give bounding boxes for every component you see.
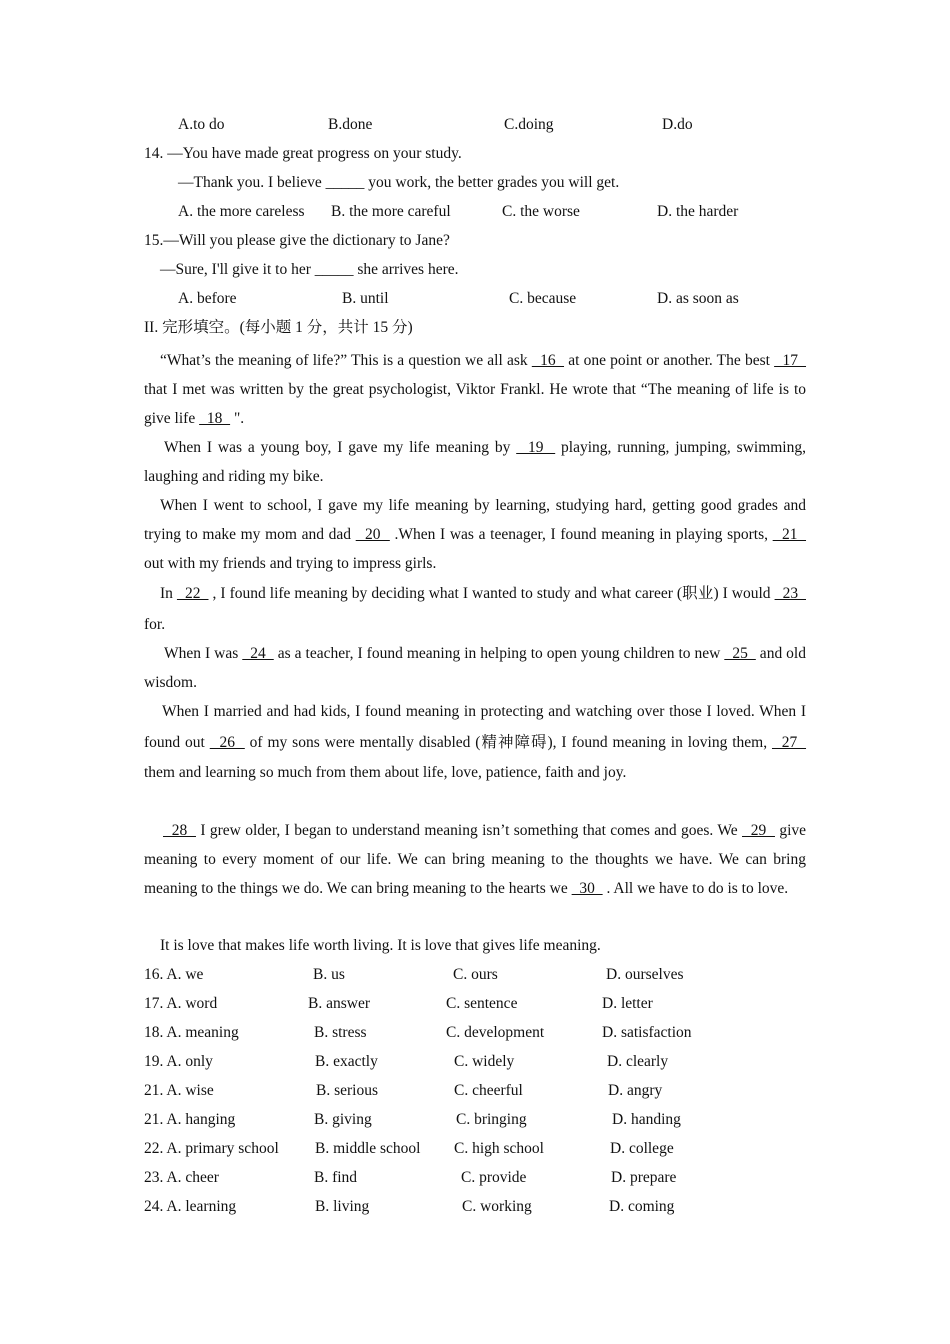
blank-24: 24 (242, 645, 274, 662)
option-a: 18. A. meaning (144, 1024, 239, 1041)
option-d: D. angry (608, 1082, 663, 1099)
passage-paragraph-5 (144, 639, 806, 697)
section-2-heading: II. 完形填空。(每小题 1 分，共计 15 分) (144, 319, 413, 336)
q14-options (144, 202, 806, 222)
passage-paragraph-7 (144, 816, 806, 903)
option-row-16 (144, 965, 806, 985)
passage-text: I grew older, I began to understand meaning isn’t something that comes and goes. We (195, 822, 742, 839)
option-b: B. us (313, 966, 345, 983)
option-b: B. exactly (315, 1053, 378, 1070)
blank-18: 18 (199, 410, 231, 427)
q14-option-c: C. the worse (502, 203, 580, 220)
option-row-17 (144, 994, 806, 1014)
option-a: 24. A. learning (144, 1198, 237, 1215)
option-b: B. find (314, 1169, 358, 1186)
option-c: C. bringing (456, 1111, 527, 1128)
option-c: C. provide (461, 1169, 527, 1186)
blank-30: 30 (571, 880, 603, 897)
option-d: D. college (610, 1140, 674, 1157)
passage-text: When I was a young boy, I gave my life meaning by (164, 439, 517, 456)
blank-20: 20 (355, 526, 390, 543)
q15-options (144, 289, 806, 309)
option-d: D. coming (609, 1198, 675, 1215)
passage-text: them and learning so much from them about life, love, patience, faith and joy. (144, 764, 627, 781)
option-row-23 (144, 1168, 806, 1188)
blank-16: 16 (531, 352, 565, 369)
q15-option-c: C. because (509, 290, 577, 307)
option-b: B. living (315, 1198, 370, 1215)
option-a: 21. A. wise (144, 1082, 214, 1099)
q14-reply: —Thank you. I believe _____ you work, the better grades you will get. (178, 174, 620, 191)
option-a: 17. A. word (144, 995, 218, 1012)
option-a: 21. A. hanging (144, 1111, 236, 1128)
q15-option-d: D. as soon as (657, 290, 739, 307)
q14-stem: 14. —You have made great progress on your study. (144, 145, 462, 162)
passage-text: out with my friends and trying to impress girls. (144, 555, 437, 572)
option-a: 19. A. only (144, 1053, 213, 1070)
passage-text: of my sons were mentally disabled (精神障碍), I found meaning in loving them, (244, 733, 772, 751)
passage-text: When I married and had kids, I found meaning in protecting and watching over those I loved. When I found out (144, 703, 806, 751)
option-d: D. prepare (611, 1169, 677, 1186)
passage-text: , I found life meaning by deciding what I wanted to study and what career (职业) I would (208, 585, 775, 602)
passage-text: ". (230, 410, 245, 427)
option-d: D. letter (602, 995, 653, 1012)
q13-option-b: B.done (328, 116, 373, 133)
passage-text: as a teacher, I found meaning in helping to open young children to new (273, 645, 725, 662)
passage-text: for. (144, 616, 166, 633)
option-c: C. high school (454, 1140, 544, 1157)
blank-29: 29 (742, 822, 775, 839)
blank-19: 19 (516, 439, 556, 456)
option-row-19 (144, 1052, 806, 1072)
passage-text: .When I was a teenager, I found meaning in playing sports, (389, 526, 773, 543)
option-b: B. stress (314, 1024, 367, 1041)
option-c: C. working (462, 1198, 532, 1215)
option-row-22 (144, 1139, 806, 1159)
passage-text: . All we have to do is to love. (602, 880, 789, 897)
q15-option-a: A. before (178, 290, 237, 307)
option-b: B. serious (316, 1082, 378, 1099)
passage-paragraph-2 (144, 433, 806, 491)
option-c: C. development (446, 1024, 545, 1041)
option-d: D. handing (612, 1111, 681, 1128)
option-row-24 (144, 1197, 806, 1217)
q13-option-d: D.do (662, 116, 693, 133)
passage-text: give meaning to every moment of our life. We can bring meaning to the thoughts we have. We can bring meaning to the things we do. We can bring meaning to the hearts we (144, 822, 807, 897)
q15-stem: 15.—Will you please give the dictionary to Jane? (144, 232, 450, 249)
option-a: 22. A. primary school (144, 1140, 279, 1157)
option-b: B. middle school (315, 1140, 421, 1157)
blank-26: 26 (209, 733, 245, 751)
passage-text: When I went to school, I gave my life meaning by learning, studying hard, getting good grades and trying to make my mom and dad (144, 497, 806, 543)
q15-option-b: B. until (342, 290, 389, 307)
passage-text: When I was (164, 645, 243, 662)
option-a: 23. A. cheer (144, 1169, 219, 1186)
q13-options (144, 115, 806, 135)
q14-option-d: D. the harder (657, 203, 739, 220)
option-c: C. cheerful (454, 1082, 523, 1099)
q14-option-a: A. the more careless (178, 203, 305, 220)
option-row-21 (144, 1110, 806, 1130)
blank-25: 25 (724, 645, 756, 662)
q13-option-c: C.doing (504, 116, 554, 133)
blank-21: 21 (772, 526, 807, 543)
passage-paragraph-4 (144, 578, 806, 640)
option-row-20 (144, 1081, 806, 1101)
passage-text: that I met was written by the great psychologist, Viktor Frankl. He wrote that “The meaning of life is to give life (144, 381, 806, 427)
blank-27: 27 (771, 733, 807, 751)
passage-text: “What’s the meaning of life?” This is a question we all ask (160, 352, 532, 369)
passage-paragraph-6 (144, 697, 806, 789)
q13-option-a: A.to do (178, 116, 225, 133)
option-row-18 (144, 1023, 806, 1043)
blank-23: 23 (774, 585, 806, 602)
passage-paragraph-3 (144, 491, 806, 578)
blank-22: 22 (176, 585, 209, 602)
passage-paragraph-1 (144, 346, 806, 433)
option-b: B. giving (314, 1111, 372, 1128)
passage-paragraph-8: It is love that makes life worth living. It is love that gives life meaning. (160, 937, 601, 954)
passage-text: In (160, 585, 177, 602)
option-c: C. ours (453, 966, 498, 983)
q14-option-b: B. the more careful (331, 203, 451, 220)
option-c: C. sentence (446, 995, 518, 1012)
passage-text: and old wisdom. (144, 645, 806, 691)
option-d: D. satisfaction (602, 1024, 692, 1041)
option-a: 16. A. we (144, 966, 204, 983)
option-d: D. clearly (607, 1053, 669, 1070)
q15-reply: —Sure, I'll give it to her _____ she arrives here. (160, 261, 459, 278)
option-b: B. answer (308, 995, 370, 1012)
blank-28: 28 (163, 822, 196, 839)
option-d: D. ourselves (606, 966, 684, 983)
blank-17: 17 (774, 352, 807, 369)
option-c: C. widely (454, 1053, 515, 1070)
passage-text: at one point or another. The best (564, 352, 775, 369)
passage-text: playing, running, jumping, swimming, laughing and riding my bike. (144, 439, 806, 485)
